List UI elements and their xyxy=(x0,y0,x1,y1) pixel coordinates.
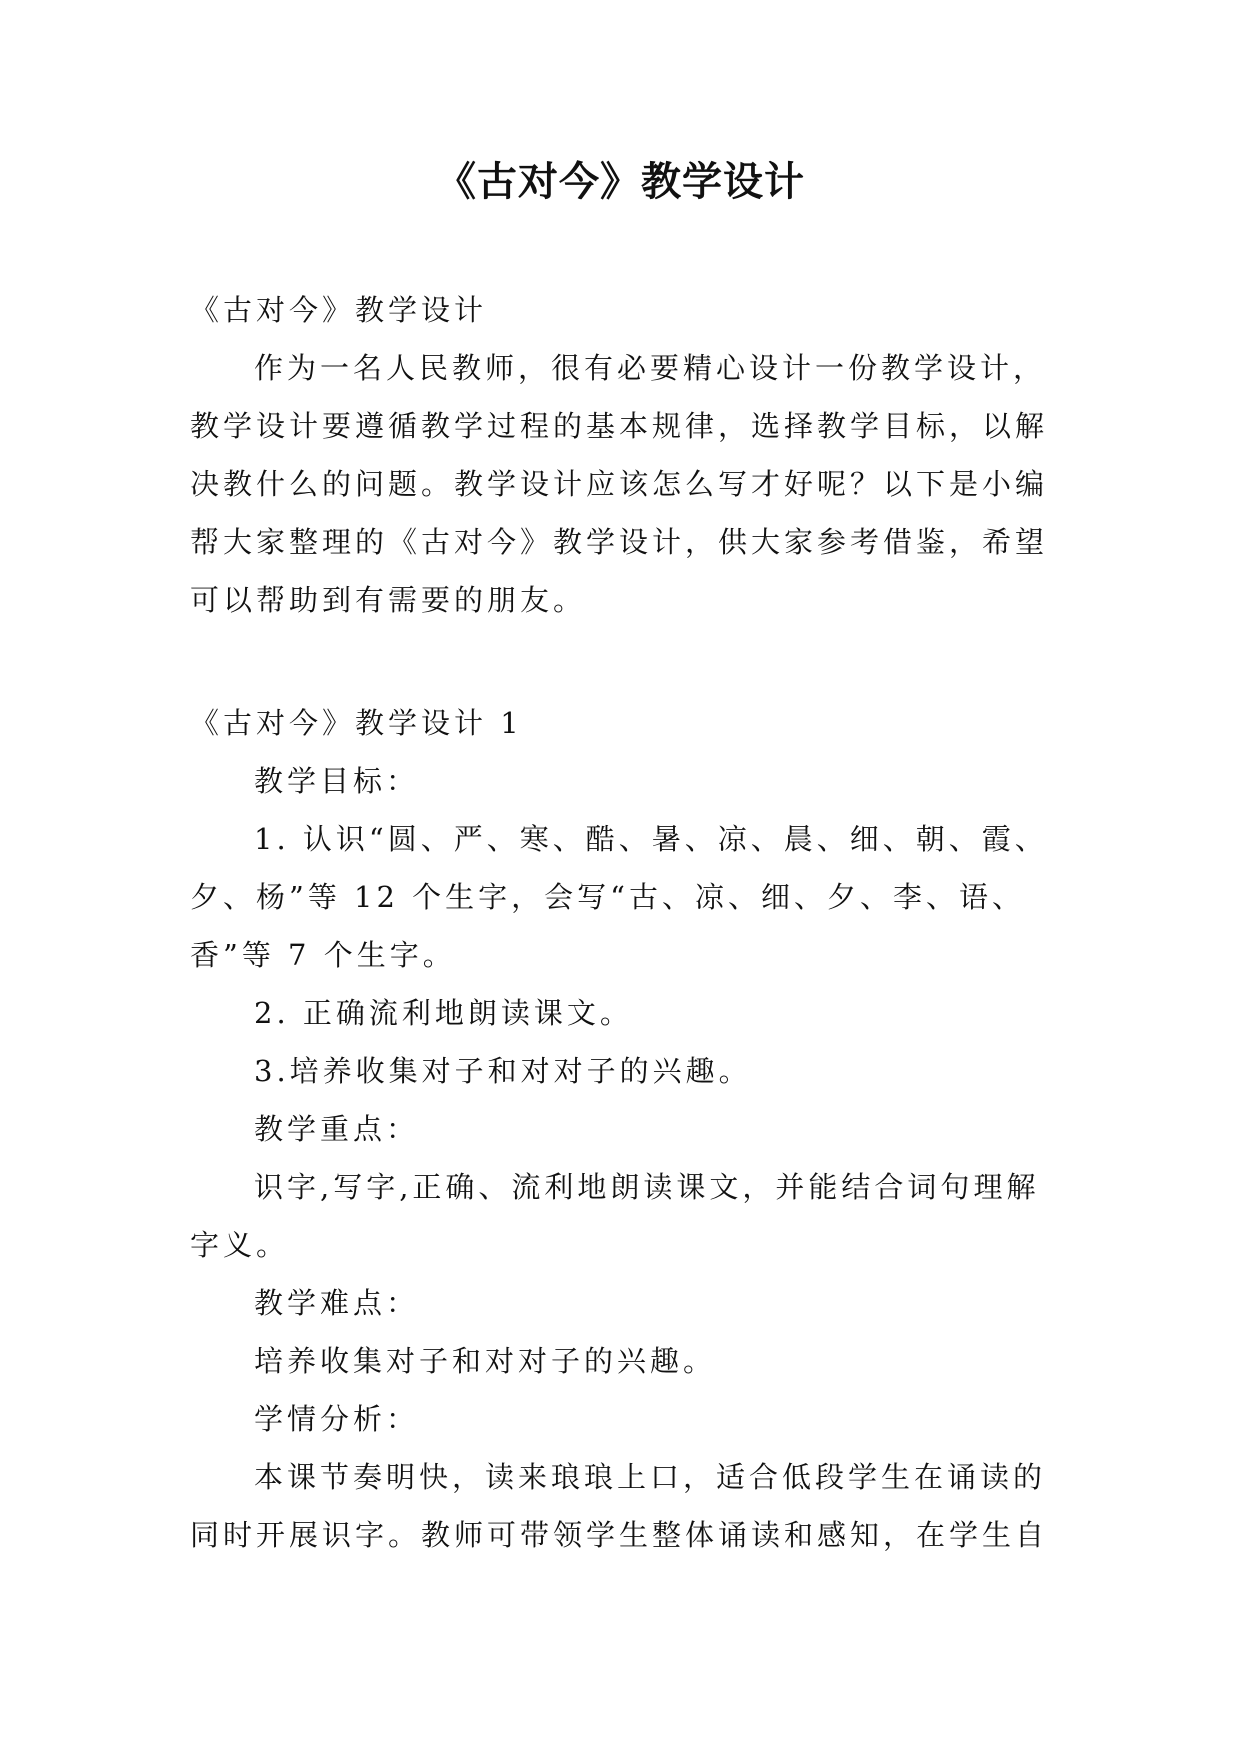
analysis-label: 学情分析： xyxy=(254,1402,420,1436)
goal-1-line: 香”等 7 个生字。 xyxy=(190,938,456,972)
document-title: 《古对今》教学设计 xyxy=(436,159,805,205)
key-points-line: 识字,写字,正确、流利地朗读课文，并能结合词句理解 xyxy=(254,1170,1040,1204)
goal-1-line: 夕、杨”等 12 个生字，会写“古、凉、细、夕、李、语、 xyxy=(190,880,1025,914)
intro-heading: 《古对今》教学设计 xyxy=(190,293,488,327)
key-points-label: 教学重点： xyxy=(254,1112,420,1146)
difficulty-label: 教学难点： xyxy=(254,1286,420,1320)
intro-paragraph-line: 教学设计要遵循教学过程的基本规律，选择教学目标，以解 xyxy=(190,409,1049,443)
goal-3: 3.培养收集对子和对对子的兴趣。 xyxy=(254,1054,752,1088)
goals-label: 教学目标： xyxy=(254,764,420,798)
difficulty-text: 培养收集对子和对对子的兴趣。 xyxy=(254,1344,717,1378)
section-1 xyxy=(190,694,1070,1564)
intro-section xyxy=(190,281,1070,629)
intro-paragraph-line: 作为一名人民教师，很有必要精心设计一份教学设计， xyxy=(254,351,1047,385)
goal-2: 2. 正确流利地朗读课文。 xyxy=(254,996,633,1030)
analysis-line: 同时开展识字。教师可带领学生整体诵读和感知，在学生自 xyxy=(190,1518,1049,1552)
section-1-heading: 《古对今》教学设计 1 xyxy=(190,706,523,740)
analysis-line: 本课节奏明快，读来琅琅上口，适合低段学生在诵读的 xyxy=(254,1460,1047,1494)
key-points-line: 字义。 xyxy=(190,1228,290,1262)
goal-1-line: 1. 认识“圆、严、寒、酷、暑、凉、晨、细、朝、霞、 xyxy=(254,822,1048,856)
intro-paragraph-line: 帮大家整理的《古对今》教学设计，供大家参考借鉴，希望 xyxy=(190,525,1049,559)
intro-paragraph-line: 决教什么的问题。教学设计应该怎么写才好呢？以下是小编 xyxy=(190,467,1049,501)
intro-paragraph-line: 可以帮助到有需要的朋友。 xyxy=(190,583,587,617)
